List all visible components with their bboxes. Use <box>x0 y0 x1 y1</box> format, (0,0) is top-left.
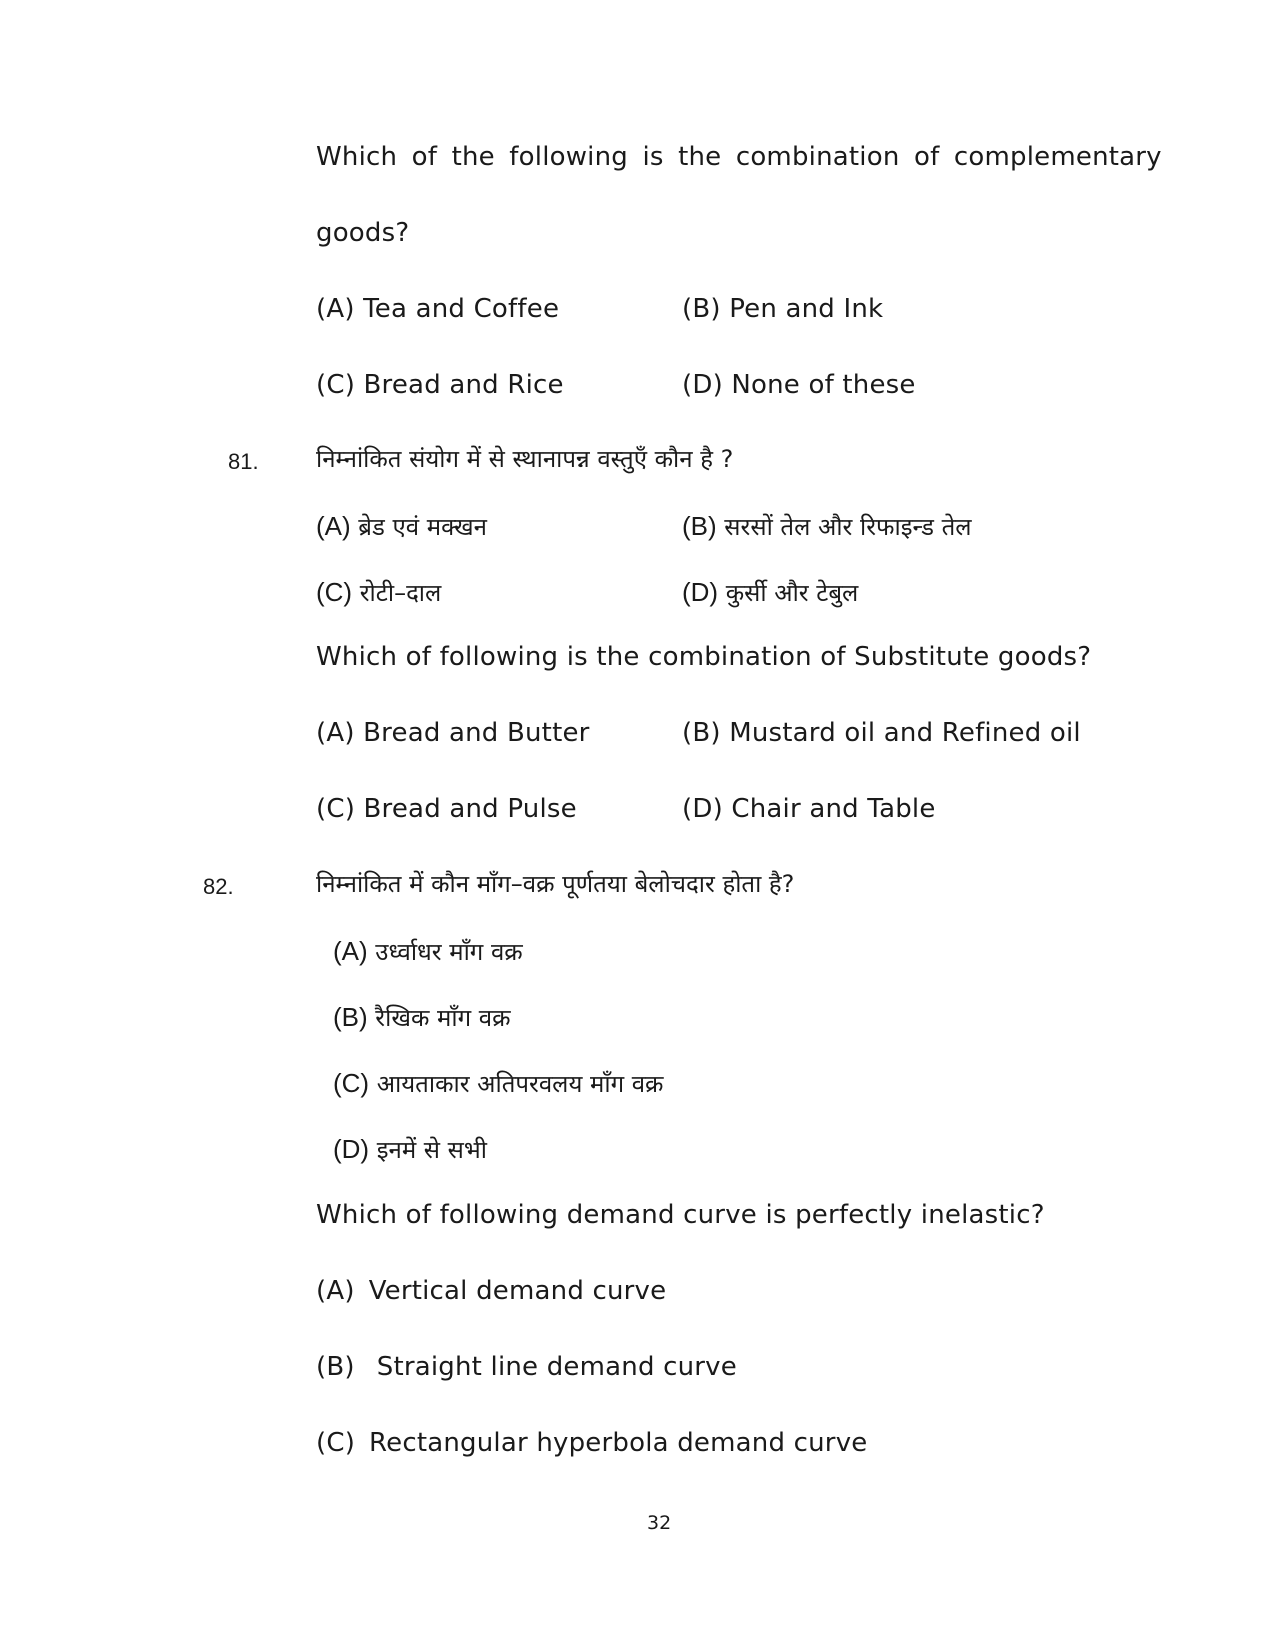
option-letter: (A) <box>333 936 368 966</box>
q82-number: 82. <box>203 874 234 899</box>
q81-english-option-a: (A) Bread and Butter <box>316 718 590 748</box>
q81-hindi-question: निम्नांकित संयोग में से स्थानापन्न वस्तुएँ कौन है ? <box>316 445 734 473</box>
q81-hindi-option-a <box>316 510 487 543</box>
q80-option-a: (A) Tea and Coffee <box>316 294 560 324</box>
option-letter: (A) <box>316 511 351 541</box>
option-text: ब्रेड एवं मक्खन <box>350 513 487 541</box>
option-letter: (C) <box>333 1068 370 1098</box>
page-number: 32 <box>647 1512 672 1534</box>
option-text: Vertical demand curve <box>368 1276 667 1306</box>
q81-hindi-option-d <box>682 576 858 609</box>
option-text: Straight line demand curve <box>376 1352 737 1382</box>
q82-hindi-option-b <box>333 1001 511 1034</box>
q82-hindi-option-d <box>333 1133 487 1166</box>
q81-hindi-option-b <box>682 510 972 543</box>
q81-english-question: Which of following is the combination of Substitute goods? <box>316 642 1092 672</box>
q80-question-line2: goods? <box>316 218 410 248</box>
q80-option-b: (B) Pen and Ink <box>682 294 884 324</box>
option-letter: (C) <box>316 1428 356 1458</box>
q80-option-d: (D) None of these <box>682 370 916 400</box>
option-text: इनमें से सभी <box>369 1136 487 1164</box>
q81-english-option-c: (C) Bread and Pulse <box>316 794 577 824</box>
option-letter: (C) <box>316 577 353 607</box>
option-letter: (D) <box>682 577 719 607</box>
option-text: रोटी–दाल <box>352 579 442 607</box>
q82-english-question: Which of following demand curve is perfectly inelastic? <box>316 1200 1045 1230</box>
q82-hindi-option-a <box>333 935 523 968</box>
option-letter: (B) <box>316 1352 355 1382</box>
q82-english-option-b <box>316 1352 737 1382</box>
q81-english-option-b: (B) Mustard oil and Refined oil <box>682 718 1081 748</box>
q80-question-line1: Which of the following is the combination of complementary <box>316 142 1162 172</box>
q82-hindi-option-c <box>333 1067 664 1100</box>
q82-hindi-question: निम्नांकित में कौन माँग–वक्र पूर्णतया बेलोचदार होता है? <box>316 870 795 898</box>
option-text: रैखिक माँग वक्र <box>367 1004 511 1032</box>
option-letter: (A) <box>316 1276 355 1306</box>
q82-english-option-a <box>316 1276 666 1306</box>
q80-option-c: (C) Bread and Rice <box>316 370 564 400</box>
option-letter: (D) <box>333 1134 370 1164</box>
q81-hindi-option-c <box>316 576 441 609</box>
q82-english-option-c <box>316 1428 867 1458</box>
option-text: उर्ध्वाधर माँग वक्र <box>367 938 523 966</box>
option-letter: (B) <box>682 511 717 541</box>
q81-english-option-d: (D) Chair and Table <box>682 794 936 824</box>
option-text: Rectangular hyperbola demand curve <box>369 1428 868 1458</box>
q81-number: 81. <box>228 449 259 474</box>
option-text: आयताकार अतिपरवलय माँग वक्र <box>369 1070 664 1098</box>
option-letter: (B) <box>333 1002 368 1032</box>
option-text: कुर्सी और टेबुल <box>718 579 859 607</box>
option-text: सरसों तेल और रिफाइन्ड तेल <box>716 513 972 541</box>
